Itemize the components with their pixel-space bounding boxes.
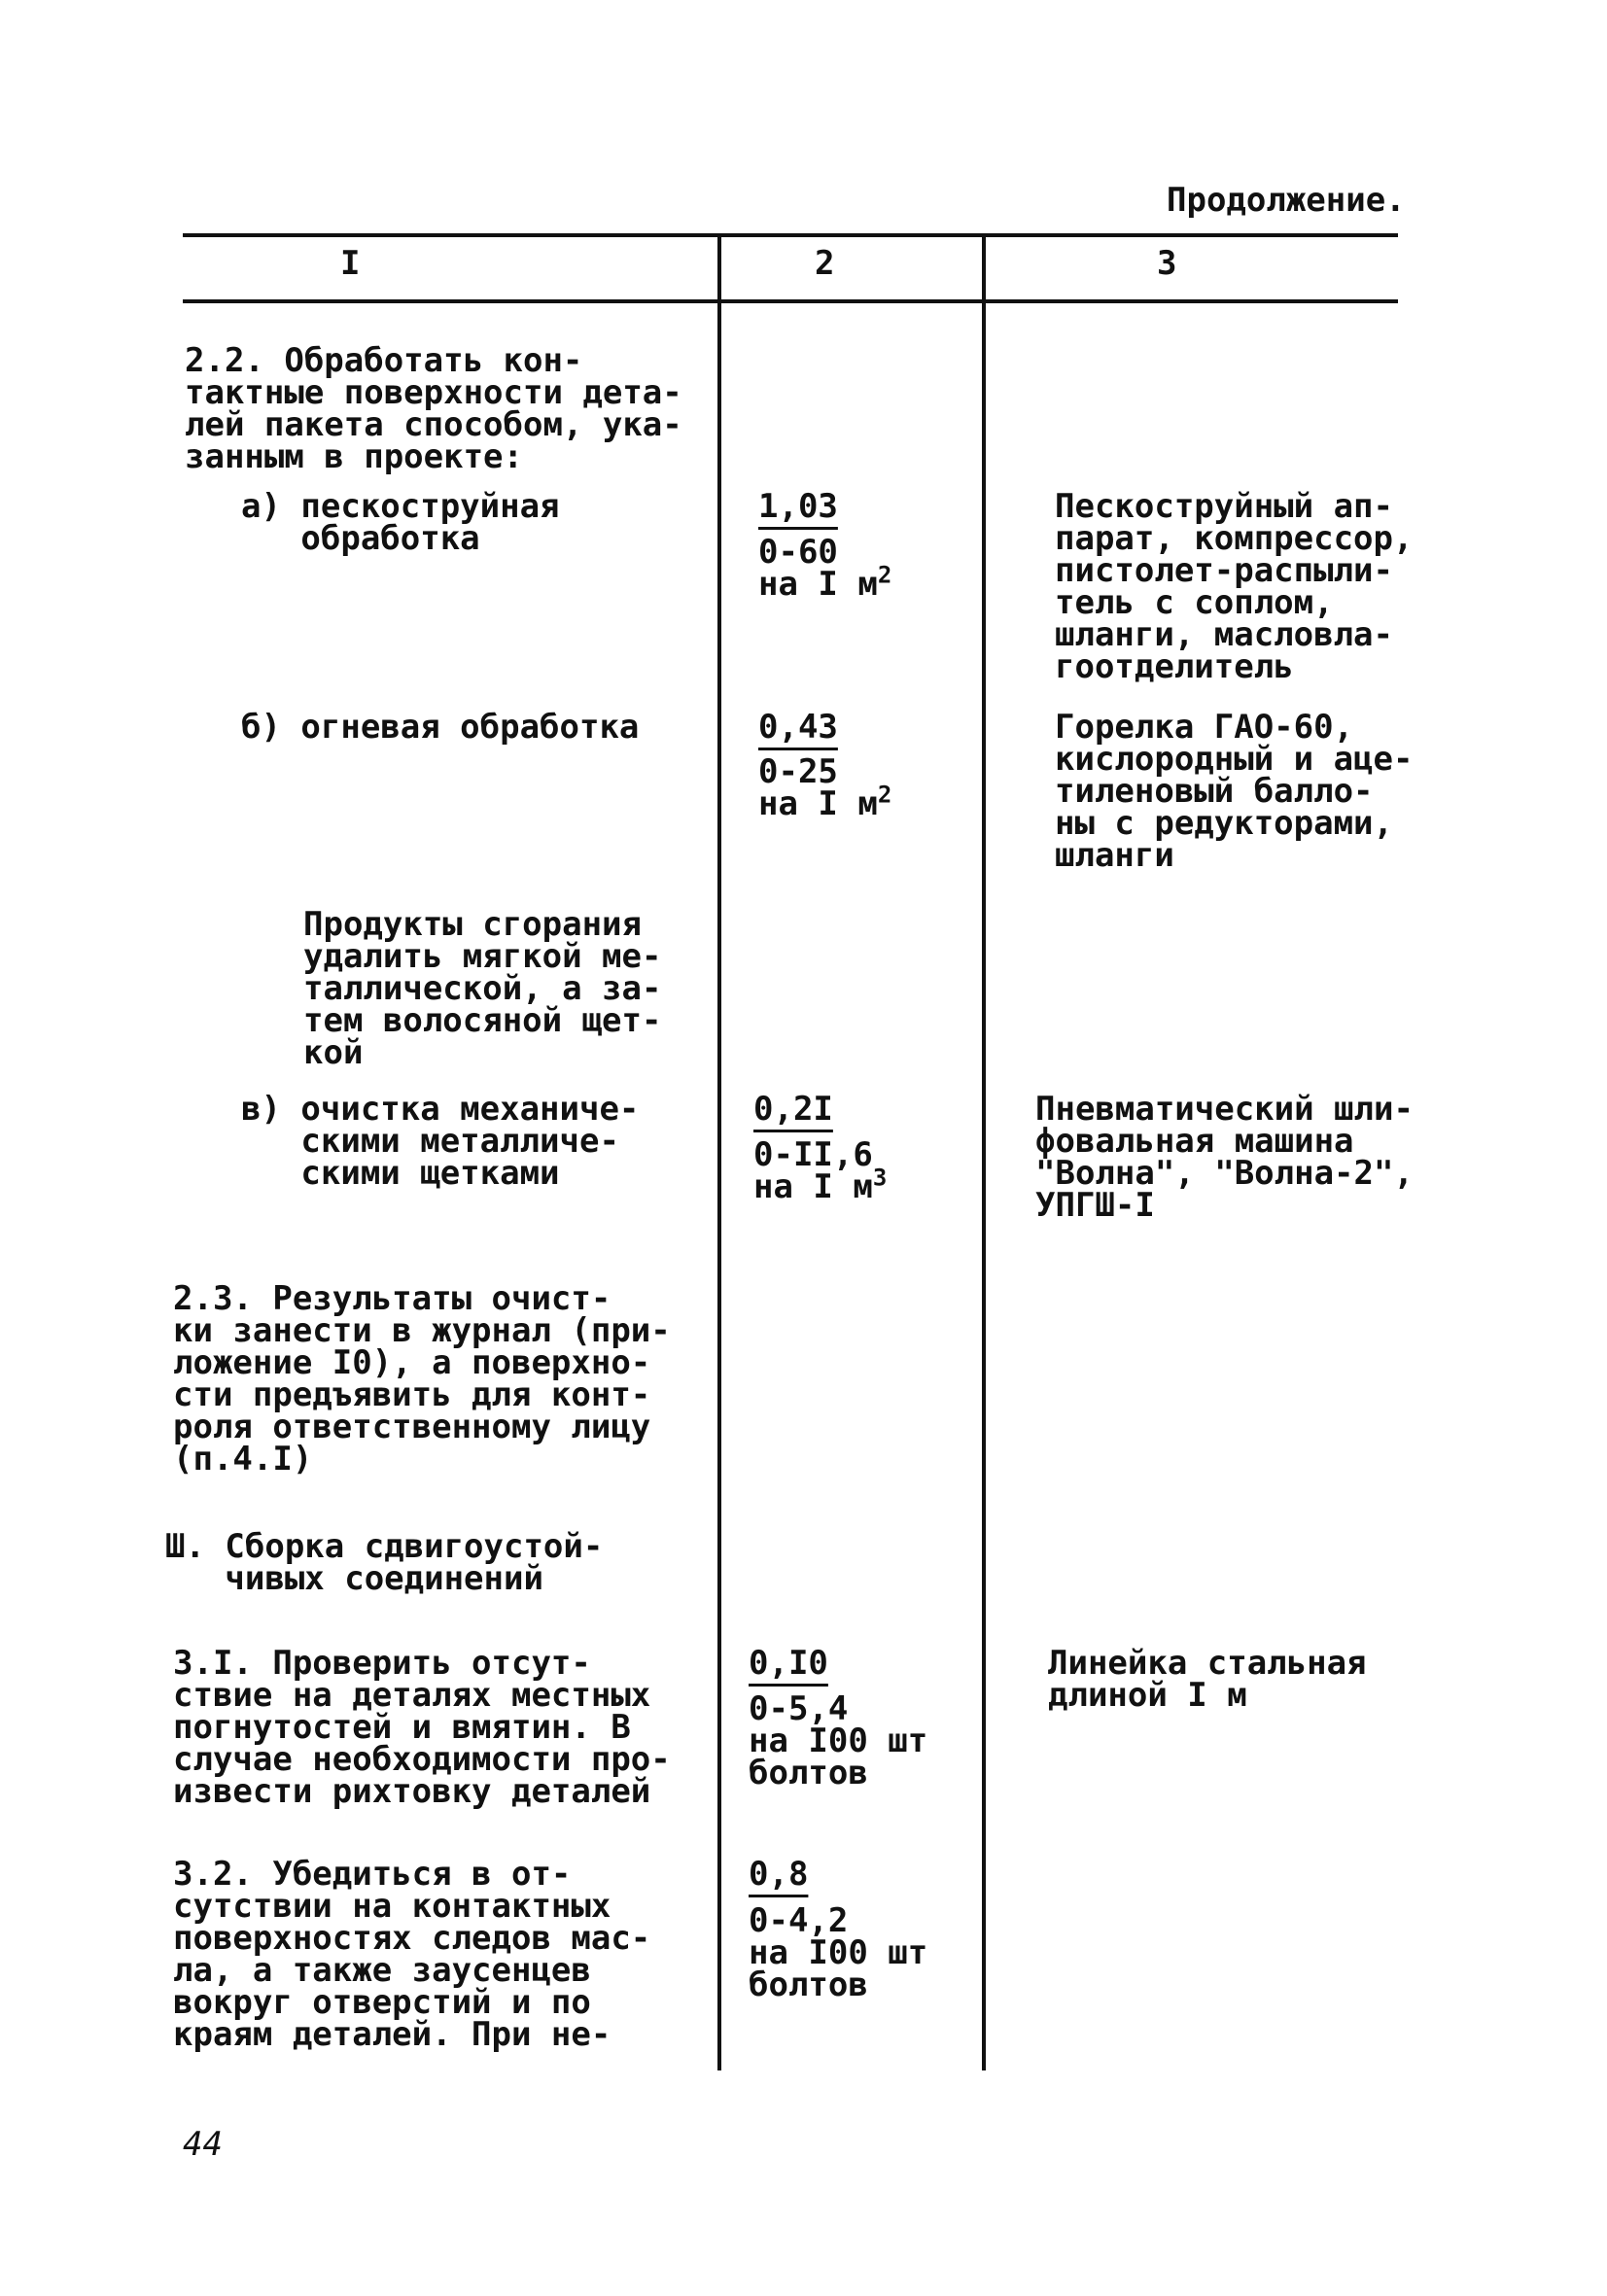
item-c-unit — [753, 1164, 888, 1206]
item-3-2-unit: на I00 шт болтов — [749, 1933, 928, 2004]
page-number: 44 — [183, 2125, 223, 2164]
item-b-unit-exponent: 2 — [877, 781, 892, 809]
column-divider-2 — [982, 233, 986, 2070]
item-3-2-norm-numerator: 0,8 — [749, 1855, 809, 1894]
item-3-1-unit: на I00 шт болтов — [749, 1722, 928, 1792]
column-divider-1 — [717, 233, 721, 2070]
item-a-norm-numerator: 1,03 — [758, 487, 838, 526]
item-3-1-norm-numerator: 0,I0 — [749, 1644, 828, 1683]
item-b-unit-text: на I м — [758, 784, 878, 823]
item-3-2-norm-denominator: 0-4,2 — [749, 1901, 849, 1940]
item-b-label: б) огневая обработка — [241, 708, 640, 747]
header-bottom-rule — [183, 299, 1398, 303]
item-a-unit-text: на I м — [758, 565, 878, 604]
item-b-unit — [758, 781, 892, 823]
item-c-unit-exponent: 3 — [872, 1164, 888, 1192]
item-c-label: в) очистка механиче- скими металличе- скими щетками — [241, 1090, 640, 1193]
item-2-3-text: 2.3. Результаты очист- ки занести в журнал (при- ложение I0), а поверхно- сти предъявить для конт- роля ответственному лицу (п.4.I) — [173, 1279, 671, 1478]
column-header-2: 2 — [815, 244, 835, 283]
item-3-1-norm-denominator: 0-5,4 — [749, 1689, 849, 1728]
column-header-3: 3 — [1157, 244, 1177, 283]
item-c-tools: Пневматический шли- фовальная машина "Волна", "Волна-2", УПГШ-I — [1035, 1090, 1414, 1225]
item-a-tools: Пескоструйный ап- парат, компрессор, пистолет-распыли- тель с соплом, шланги, масловла- гоотделитель — [1055, 487, 1414, 686]
item-3-2-text: 3.2. Убедиться в от- сутствии на контактных поверхностях следов мас- ла, а также заусенцев вокруг отверстий и по краям деталей. При не- — [173, 1855, 651, 2054]
item-3-1-tools: Линейка стальная длиной I м — [1048, 1644, 1367, 1715]
item-c-norm-numerator: 0,2I — [753, 1090, 833, 1129]
item-b-norm-denominator: 0-25 — [758, 752, 838, 791]
item-b-norm-numerator: 0,43 — [758, 708, 838, 747]
column-header-1: I — [340, 244, 361, 283]
item-a-unit — [758, 561, 892, 604]
item-c-unit-text: на I м — [753, 1167, 873, 1206]
item-a-unit-exponent: 2 — [877, 561, 892, 589]
continuation-label: Продолжение. — [1167, 181, 1406, 220]
table-top-rule — [183, 233, 1398, 237]
combustion-note: Продукты сгорания удалить мягкой ме- таллической, а за- тем волосяной щет- кой — [303, 905, 662, 1072]
item-a-norm-denominator: 0-60 — [758, 533, 838, 572]
item-c-norm-denominator: 0-II,6 — [753, 1135, 873, 1174]
item-3-1-text: 3.I. Проверить отсут- ствие на деталях местных погнутостей и вмятин. В случае необходимости про- извести рихтовку деталей — [173, 1644, 671, 1811]
item-2-2-text: 2.2. Обработать кон- тактные поверхности дета- лей пакета способом, ука- занным в проекте: — [185, 341, 682, 476]
item-a-label: а) пескоструйная обработка — [241, 487, 560, 558]
item-b-tools: Горелка ГАО-60, кислородный и аце- тиленовый балло- ны с редукторами, шланги — [1055, 708, 1414, 875]
section-3-title: Ш. Сборка сдвигоустой- чивых соединений — [165, 1527, 604, 1598]
